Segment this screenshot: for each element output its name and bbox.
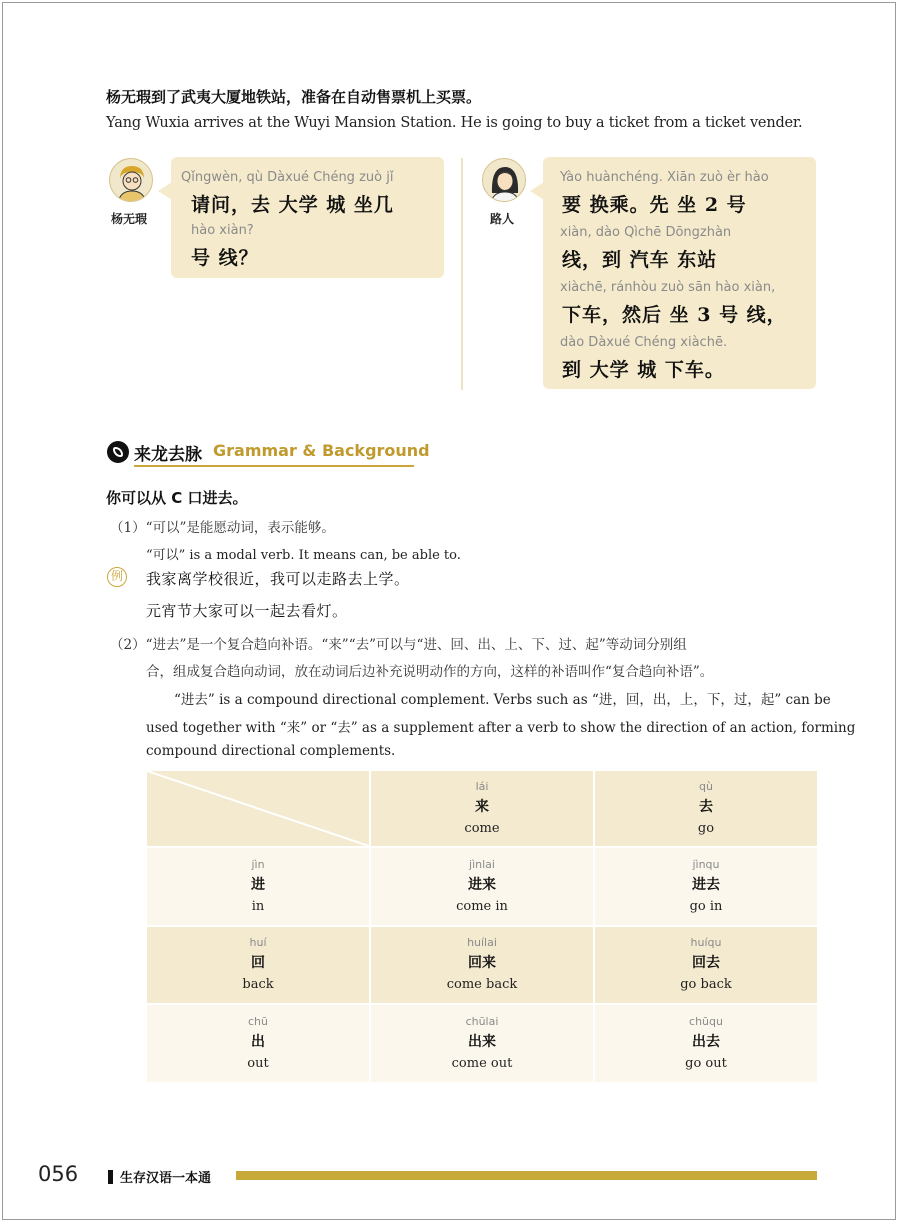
- cell-hanzi: 回: [251, 955, 265, 971]
- table-corner-cell: [146, 770, 370, 847]
- cell-pinyin: jìnlai: [469, 857, 495, 871]
- cell-pinyin: huílai: [467, 936, 497, 949]
- section-title-en: Grammar & Background: [213, 441, 430, 460]
- dialogue-divider: [461, 158, 463, 390]
- speaker2-name: 路人: [490, 212, 515, 226]
- table-cell: [594, 926, 818, 1004]
- cell-english: out: [247, 1055, 269, 1071]
- table-row: [146, 926, 818, 1004]
- point1-en: “可以” is a modal verb. It means can, be able to.: [146, 548, 461, 563]
- cell-hanzi: 出来: [468, 1033, 496, 1050]
- cell-english: go out: [685, 1055, 727, 1071]
- hanzi-line: 要 换乘。先 坐 2 号: [562, 194, 747, 216]
- woman-icon: [483, 159, 526, 202]
- table-row-head: [146, 1004, 370, 1083]
- cell-pinyin: chū: [248, 1014, 268, 1028]
- directional-complement-table: [145, 769, 819, 1084]
- intro-zh: 杨无瑕到了武夷大厦地铁站，准备在自动售票机上买票。: [106, 88, 482, 106]
- example-sentence: 元宵节大家可以一起去看灯。: [146, 602, 348, 620]
- table-header-cell: [370, 770, 594, 847]
- section-underline: [134, 465, 414, 467]
- speech-bubble-speaker2: [543, 157, 816, 389]
- cell-english: come out: [451, 1055, 513, 1071]
- table-cell: [370, 847, 594, 926]
- table-cell: [594, 847, 818, 926]
- hanzi-line: 下车，然后 坐 3 号 线，: [562, 304, 787, 326]
- cell-pinyin: lái: [475, 779, 489, 793]
- cell-pinyin: chūlai: [465, 1014, 499, 1028]
- cell-english: come in: [456, 898, 508, 914]
- cell-hanzi: 回去: [692, 955, 720, 971]
- avatar-yang-wuxia: [109, 158, 153, 202]
- speaker1-name: 杨无瑕: [111, 212, 148, 226]
- point1-zh: （1）“可以”是能愿动词，表示能够。: [110, 520, 335, 536]
- footer-bar: [236, 1171, 817, 1180]
- pinyin-line: xiàn, dào Qìchē Dōngzhàn: [560, 225, 732, 240]
- cell-english: go: [697, 820, 715, 836]
- diagonal-line: [147, 771, 369, 846]
- table-row-head: [146, 926, 370, 1004]
- point2-en-line1: “进去” is a compound directional complement. Verbs such as “进，回，出，上，下，过，起” can be: [174, 692, 831, 708]
- cell-english: go in: [689, 898, 723, 914]
- table-row: [146, 847, 818, 926]
- table-cell: [370, 1004, 594, 1083]
- page-number: 056: [38, 1162, 79, 1186]
- pinyin-line: xiàchē, ránhòu zuò sān hào xiàn,: [560, 280, 776, 295]
- cell-pinyin: jìn: [251, 857, 265, 871]
- cell-hanzi: 进去: [692, 876, 720, 893]
- cell-english: come back: [446, 977, 518, 992]
- cell-english: back: [242, 977, 274, 992]
- cell-hanzi: 出: [251, 1033, 265, 1050]
- cell-hanzi: 进来: [468, 876, 496, 893]
- cell-pinyin: huíqu: [690, 936, 722, 949]
- cell-hanzi: 来: [475, 798, 489, 815]
- hanzi-line: 线，到 汽车 东站: [562, 249, 718, 271]
- speech-bubble-speaker1: [171, 157, 444, 278]
- pinyin-line: hào xiàn?: [191, 223, 254, 238]
- table-row: [146, 1004, 818, 1083]
- cell-pinyin: qù: [699, 779, 713, 793]
- pinyin-line: Yào huànchéng. Xiān zuò èr hào: [560, 170, 769, 185]
- cell-hanzi: 回来: [468, 955, 496, 971]
- intro-en: Yang Wuxia arrives at the Wuyi Mansion Station. He is going to buy a ticket from a ticket vender.: [106, 115, 803, 131]
- pinyin-line: dào Dàxué Chéng xiàchē.: [560, 335, 728, 350]
- cell-hanzi: 去: [699, 798, 713, 815]
- cell-pinyin: chūqu: [689, 1014, 723, 1028]
- table-cell: [594, 1004, 818, 1083]
- hanzi-line: 请问，去 大学 城 坐几: [191, 194, 394, 216]
- table-row-head: [146, 847, 370, 926]
- section-icon: [107, 441, 129, 463]
- book-title: 生存汉语一本通: [120, 1171, 212, 1186]
- example-sentence: 我家离学校很近，我可以走路去上学。: [146, 570, 410, 588]
- cell-pinyin: huí: [249, 936, 267, 949]
- point2-en-line2: used together with “来” or “去” as a supplement after a verb to show the direction of an action, forming: [146, 720, 856, 736]
- point2-zh-line1: （2）“进去”是一个复合趋向补语。“来”“去”可以与“进、回、出、上、下、过、起”等动词分别组: [110, 637, 687, 653]
- bubble2-tail: [530, 182, 544, 200]
- example-mark: 例: [107, 567, 127, 587]
- hanzi-line: 到 大学 城 下车。: [562, 359, 725, 381]
- key-sentence: 你可以从 C 口进去。: [106, 489, 248, 507]
- table-header-row: [146, 770, 818, 847]
- hanzi-line: 号 线？: [191, 247, 259, 269]
- cell-english: go back: [680, 977, 732, 992]
- section-title-zh: 来龙去脉: [134, 445, 202, 465]
- cell-english: come: [464, 820, 500, 836]
- point2-zh-line2: 合，组成复合趋向动词，放在动词后边补充说明动作的方向，这样的补语叫作“复合趋向补语”。: [146, 664, 714, 680]
- footer-mark: [108, 1170, 113, 1184]
- cell-english: in: [251, 898, 265, 914]
- point2-en-line3: compound directional complements.: [146, 743, 396, 759]
- young-man-icon: [110, 159, 153, 202]
- cell-hanzi: 进: [251, 876, 265, 893]
- table-cell: [370, 926, 594, 1004]
- bubble1-tail: [158, 182, 172, 200]
- cell-hanzi: 出去: [692, 1033, 720, 1050]
- cell-pinyin: jìnqu: [692, 857, 720, 871]
- table-header-cell: [594, 770, 818, 847]
- avatar-passerby: [482, 158, 526, 202]
- pinyin-line: Qǐngwèn, qù Dàxué Chéng zuò jǐ: [181, 170, 394, 185]
